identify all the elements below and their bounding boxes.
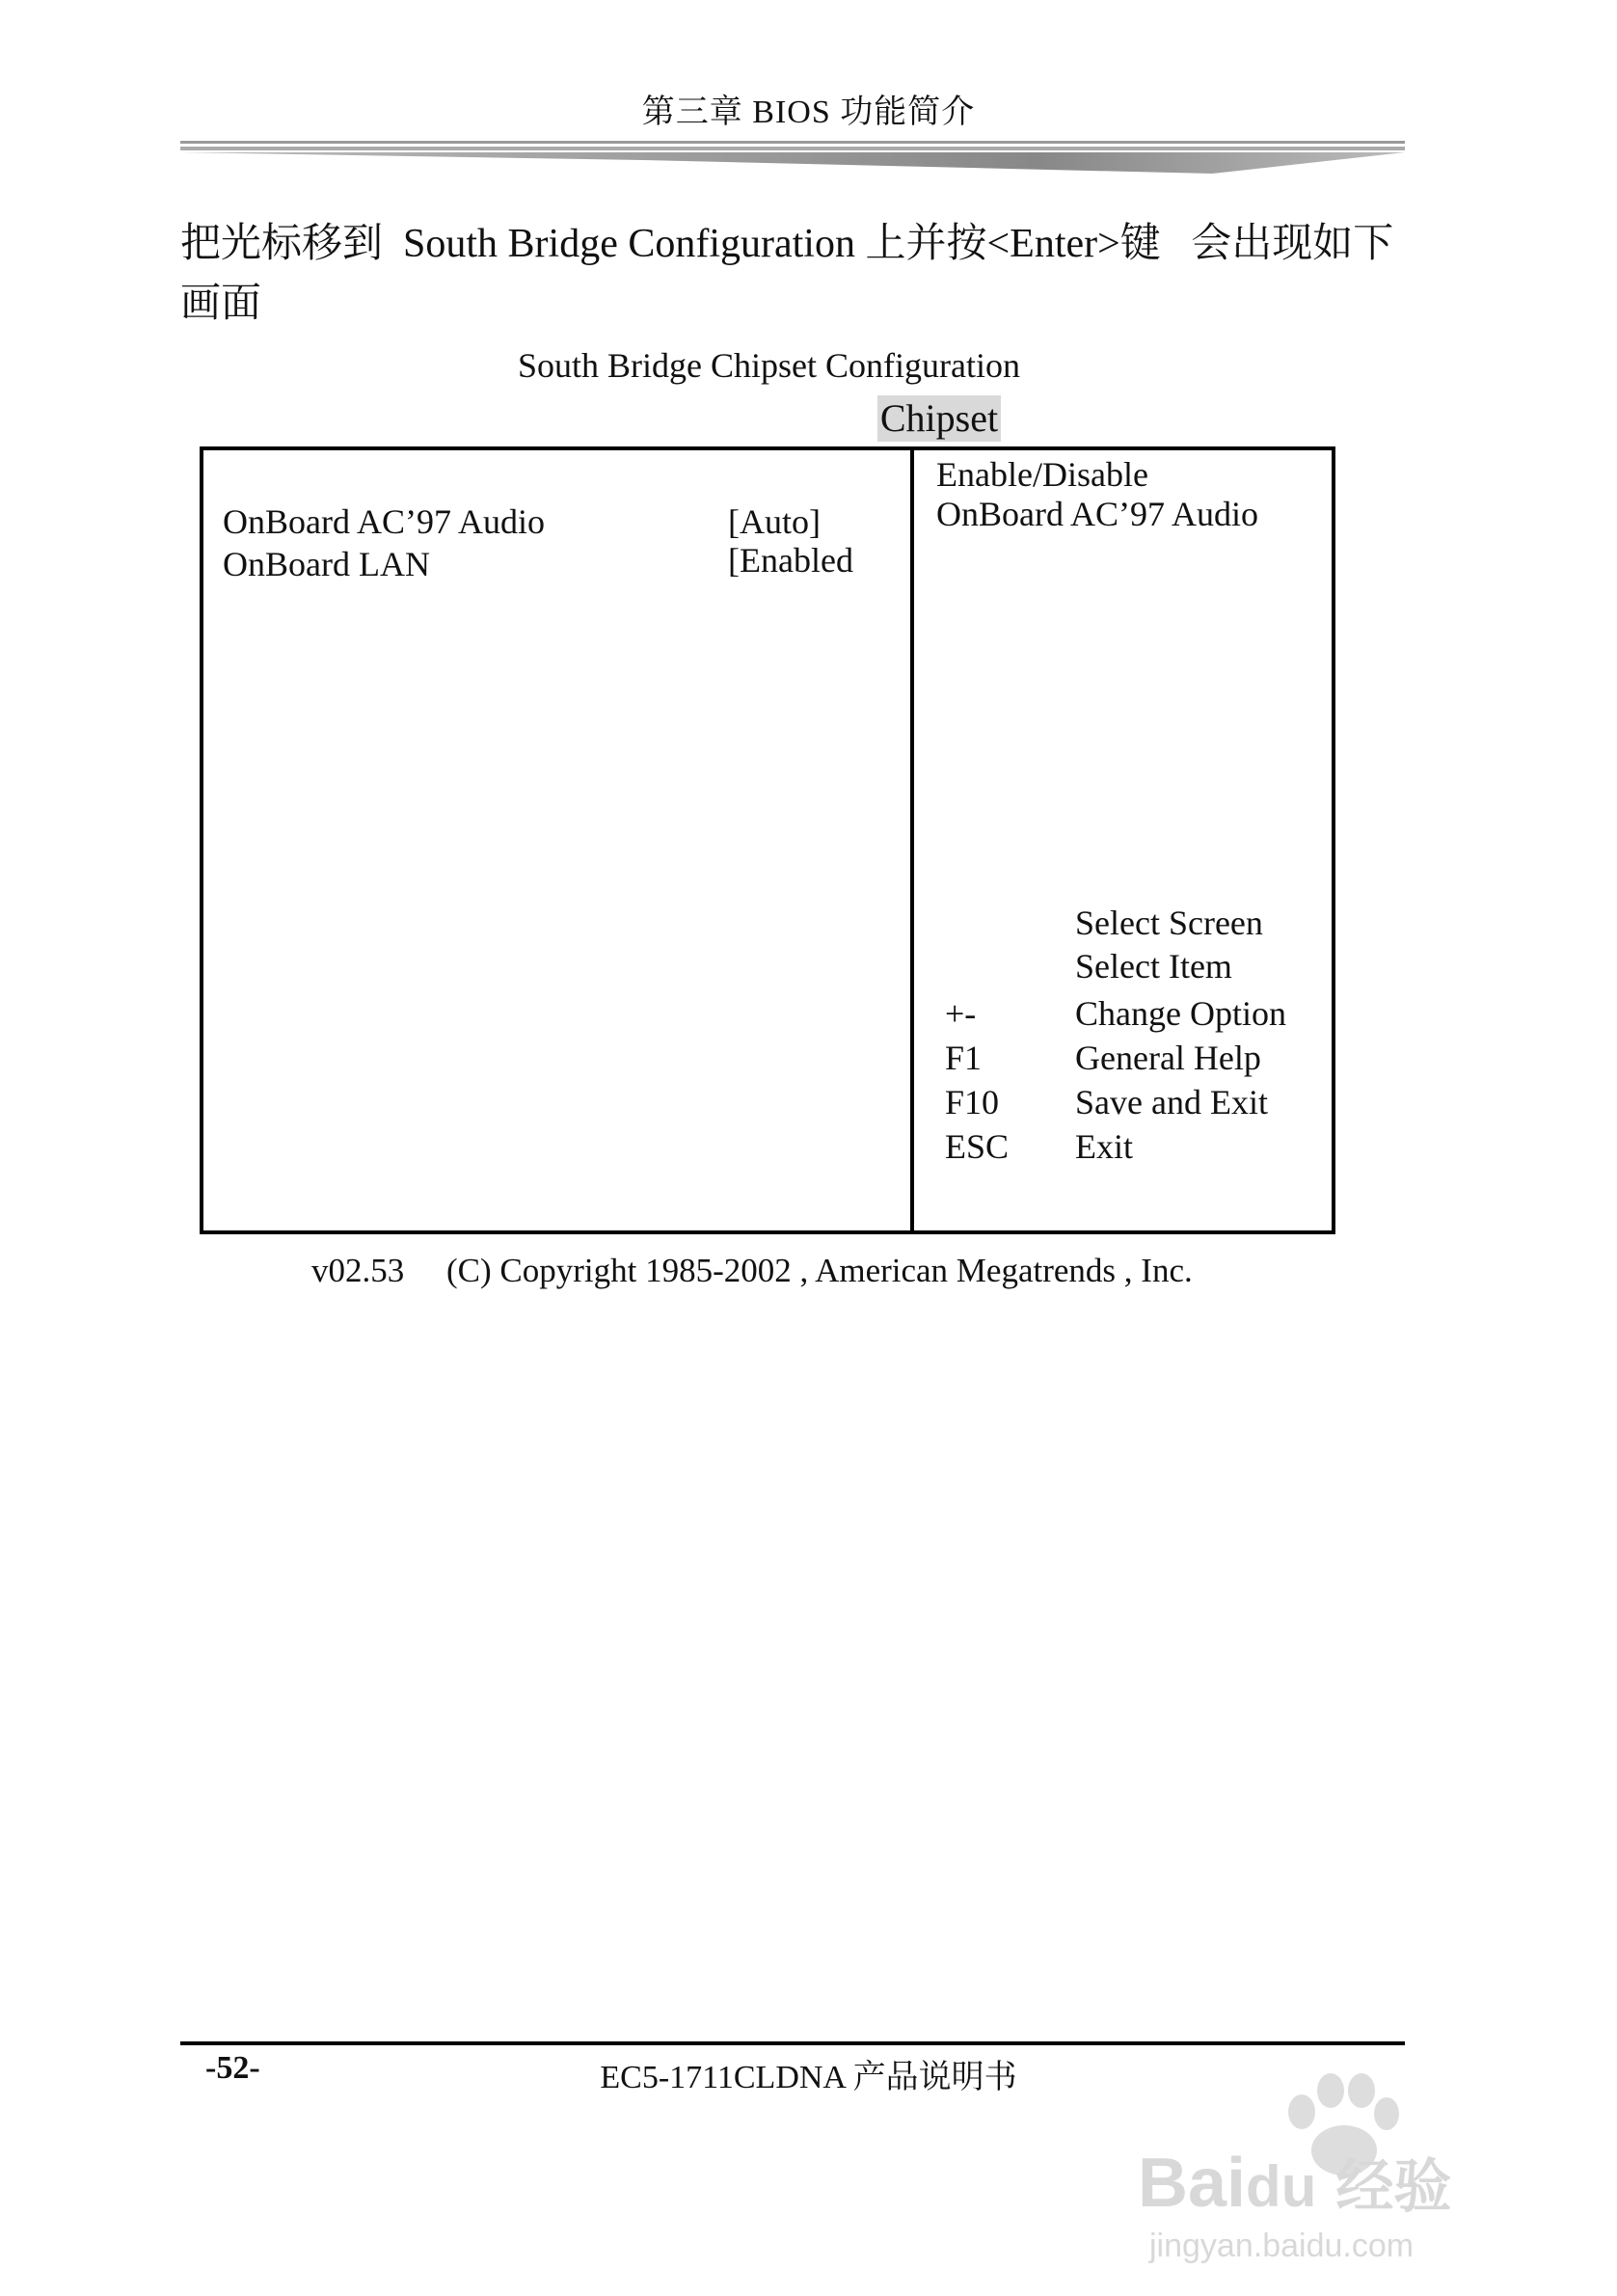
key-label: +- xyxy=(945,994,977,1033)
tab-chipset[interactable]: Chipset xyxy=(877,395,1001,442)
watermark-cn: 经验 xyxy=(1335,2154,1452,2219)
bios-divider xyxy=(910,446,914,1234)
bios-caption: South Bridge Chipset Configuration xyxy=(518,346,1020,385)
key-action: General Help xyxy=(1075,1039,1261,1077)
key-label: ESC xyxy=(945,1127,1010,1166)
product-name: EC5-1711CLDNA 产品说明书 xyxy=(600,2060,1017,2095)
intro-line-1: 把光标移到 South Bridge Configuration 上并按<Enter>键 会出现如下 xyxy=(180,222,1394,266)
bios-copyright: v02.53 (C) Copyright 1985-2002 , American Megatrends , Inc. xyxy=(311,1252,1193,1289)
setting-value-audio[interactable]: [Auto] xyxy=(728,502,821,541)
help-text-line-1: Enable/Disable xyxy=(936,455,1148,494)
watermark-url: jingyan.baidu.com xyxy=(1149,2228,1415,2264)
watermark-brand: Bai xyxy=(1138,2145,1247,2222)
page-number: -52- xyxy=(205,2050,260,2086)
footer-rule xyxy=(180,2041,1405,2045)
setting-value-lan[interactable]: [Enabled xyxy=(728,541,853,580)
setting-label-audio[interactable]: OnBoard AC’97 Audio xyxy=(223,502,546,541)
baidu-watermark xyxy=(1138,2073,1543,2266)
key-action: Select Item xyxy=(1075,947,1232,986)
key-action: Save and Exit xyxy=(1075,1083,1268,1121)
intro-line-2: 画面 xyxy=(180,282,262,326)
intro-text xyxy=(180,214,1424,334)
watermark-brand-du: du xyxy=(1246,2154,1317,2219)
help-text-line-2: OnBoard AC’97 Audio xyxy=(936,495,1259,533)
setting-label-lan[interactable]: OnBoard LAN xyxy=(223,545,430,583)
key-action: Change Option xyxy=(1075,994,1286,1033)
chapter-header: 第三章 BIOS 功能简介 xyxy=(641,95,976,130)
header-rule xyxy=(180,141,1405,176)
key-label: F10 xyxy=(945,1083,1000,1121)
key-action: Exit xyxy=(1075,1127,1133,1166)
key-action: Select Screen xyxy=(1075,904,1263,942)
key-label: F1 xyxy=(945,1039,983,1077)
